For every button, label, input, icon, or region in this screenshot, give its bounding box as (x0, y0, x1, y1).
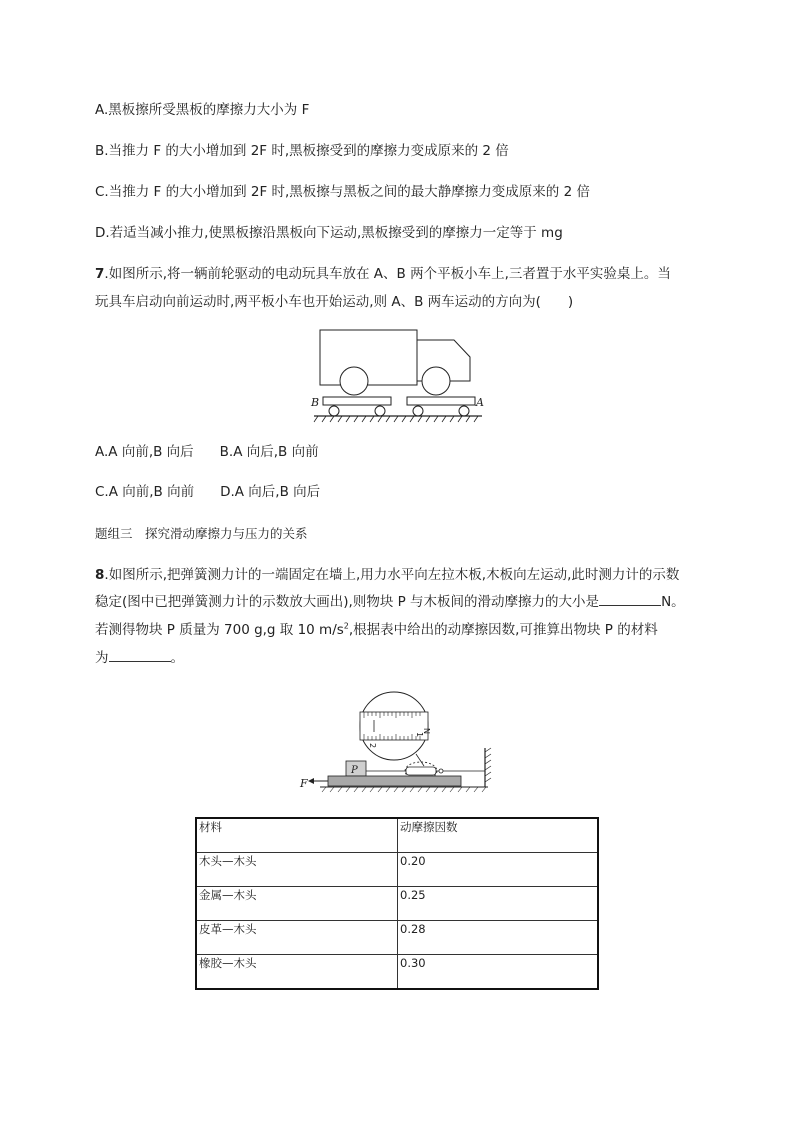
q8-stem-text3: 若测得物块 P 质量为 700 g,g 取 10 m/s (95, 622, 344, 638)
q7-options-row1 (95, 442, 319, 462)
table-cell-material: 橡胶—木头 (196, 955, 398, 990)
q6-option-b: B.当推力 F 的大小增加到 2F 时,黑板擦受到的摩擦力变成原来的 2 倍 (95, 143, 509, 159)
table-cell-material: 金属—木头 (196, 887, 398, 921)
q7-stem-line2: 玩具车启动向前运动时,两平板小车也开始运动,则 A、B 两车运动的方向为( ) (95, 294, 574, 310)
q7-option-a: A.A 向前,B 向后 (95, 444, 194, 460)
q8-stem-text3b: ,根据表中给出的动摩擦因数,可推算出物块 P 的材料 (348, 622, 658, 638)
table-header-row (196, 818, 598, 853)
q8-stem-line3 (95, 620, 658, 640)
truck-front-wheel (422, 367, 450, 395)
table-row (196, 887, 598, 921)
answer-blank-force[interactable] (599, 593, 661, 606)
table-cell-coefficient: 0.20 (398, 853, 599, 887)
q8-number: 8 (95, 567, 105, 583)
q8-spring-scale-figure (298, 690, 494, 798)
cart-b-label: B (311, 396, 320, 409)
truck-rear-wheel (340, 367, 368, 395)
q8-stem-line4 (95, 648, 184, 668)
q7-stem-text1: .如图所示,将一辆前轮驱动的电动玩具车放在 A、B 两个平板小车上,三者置于水平实验桌上。当 (104, 266, 671, 282)
table-header-material: 材料 (196, 818, 398, 853)
truck-cargo-box (320, 330, 417, 385)
answer-blank-material[interactable] (109, 649, 171, 662)
q8-stem-line1 (95, 565, 679, 585)
q7-options-row2 (95, 482, 320, 502)
table-cell-material: 木头—木头 (196, 853, 398, 887)
q8-unit-n: N。 (661, 594, 685, 610)
q7-stem-line1 (95, 264, 671, 284)
q7-number: 7 (95, 266, 105, 282)
table-cell-coefficient: 0.28 (398, 921, 599, 955)
block-p-label: P (351, 765, 358, 776)
friction-coefficient-table (195, 817, 599, 990)
table-cell-material: 皮革—木头 (196, 921, 398, 955)
scale-label-n: N (422, 728, 431, 734)
q6-option-a: A.黑板擦所受黑板的摩擦力大小为 F (95, 102, 310, 118)
q7-option-b: B.A 向后,B 向前 (219, 444, 319, 460)
q6-option-c: C.当推力 F 的大小增加到 2F 时,黑板擦与黑板之间的最大静摩擦力变成原来的 2 倍 (95, 184, 590, 200)
table-row (196, 921, 598, 955)
q7-option-d: D.A 向后,B 向后 (220, 484, 321, 500)
section-title: 题组三 探究滑动摩擦力与压力的关系 (95, 526, 308, 541)
cart-a-label: A (476, 396, 484, 409)
q8-stem-text4: 为 (95, 650, 109, 666)
q8-stem-text2: 稳定(图中已把弹簧测力计的示数放大画出),则物块 P 与木板间的滑动摩擦力的大小是 (95, 594, 600, 610)
q8-period: 。 (170, 650, 184, 666)
cart-b-platform (323, 397, 391, 405)
table-row (196, 955, 598, 990)
q6-option-d: D.若适当减小推力,使黑板擦沿黑板向下运动,黑板擦受到的摩擦力一定等于 mg (95, 225, 563, 241)
q7-option-c: C.A 向前,B 向前 (95, 484, 195, 500)
wooden-board (328, 776, 461, 786)
q8-stem-text1: .如图所示,把弹簧测力计的一端固定在墙上,用力水平向左拉木板,木板向左运动,此时测力计的示数 (104, 567, 680, 583)
scale-label-2: 2 (368, 743, 377, 749)
q8-superscript: 2 (343, 621, 349, 631)
q7-toy-car-figure (310, 322, 490, 424)
table-cell-coefficient: 0.30 (398, 955, 599, 990)
cart-a-platform (407, 397, 475, 405)
table-row (196, 853, 598, 887)
force-label: F (300, 777, 308, 790)
table-cell-coefficient: 0.25 (398, 887, 599, 921)
q8-stem-line2 (95, 592, 685, 612)
scale-label-1: 1 (415, 732, 424, 738)
table-header-coefficient: 动摩擦因数 (398, 818, 599, 853)
spring-scale (406, 767, 436, 775)
